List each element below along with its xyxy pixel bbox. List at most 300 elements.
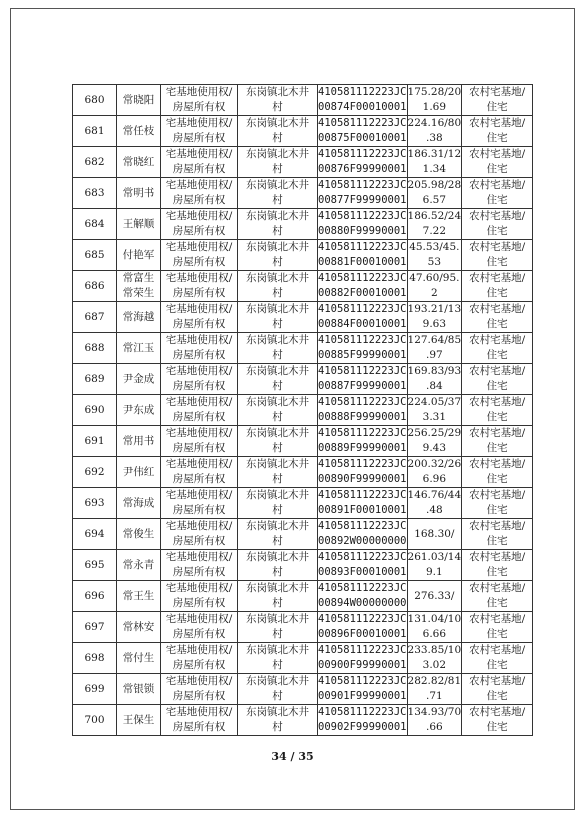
parcel-code-cell	[318, 302, 408, 333]
row-number-cell	[73, 178, 117, 209]
owner-name-cell	[117, 209, 161, 240]
parcel-code-line: 410581112223JC	[318, 520, 407, 532]
owner-name-line: 常银锁	[122, 682, 155, 695]
right-type-line: 房屋所有权	[172, 566, 226, 578]
location-line: 东岗镇北木井	[246, 551, 309, 563]
table-row	[73, 457, 533, 488]
right-type-cell	[161, 302, 238, 333]
land-use-line: 住宅	[486, 690, 508, 702]
parcel-code-line: 00889F99990001	[318, 442, 407, 454]
location-line: 村	[272, 442, 283, 454]
area-value-line: 186.52/24	[407, 210, 462, 222]
right-type-line: 宅基地使用权/	[165, 210, 233, 222]
land-use-line: 住宅	[486, 132, 508, 144]
area-value-line: 3.31	[422, 411, 447, 423]
row-number-line: 690	[84, 403, 105, 416]
parcel-code-line: 00885F99990001	[318, 349, 407, 361]
right-type-cell	[161, 643, 238, 674]
parcel-code-cell	[318, 612, 408, 643]
table-row	[73, 364, 533, 395]
land-use-line: 住宅	[486, 349, 508, 361]
row-number-line: 686	[84, 279, 105, 292]
area-value-cell	[407, 519, 462, 550]
right-type-line: 宅基地使用权/	[165, 644, 233, 656]
area-value-line: 9.63	[422, 318, 447, 330]
right-type-line: 宅基地使用权/	[165, 520, 233, 532]
area-value-line: 134.93/70	[407, 706, 462, 718]
right-type-cell	[161, 271, 238, 302]
records-table-body	[73, 85, 533, 736]
land-use-line: 住宅	[486, 628, 508, 640]
land-use-line: 住宅	[486, 194, 508, 206]
right-type-line: 宅基地使用权/	[165, 427, 233, 439]
right-type-line: 房屋所有权	[172, 504, 226, 516]
parcel-code-cell	[318, 240, 408, 271]
parcel-code-cell	[318, 581, 408, 612]
row-number-line: 698	[84, 651, 105, 664]
area-value-line: 224.05/37	[407, 396, 462, 408]
owner-name-line: 常任枝	[122, 124, 155, 137]
location-line: 村	[272, 473, 283, 485]
owner-name-line: 尹伟红	[122, 465, 155, 478]
location-line: 村	[272, 163, 283, 175]
location-line: 东岗镇北木井	[246, 396, 309, 408]
location-cell	[238, 612, 318, 643]
parcel-code-line: 410581112223JC	[318, 334, 407, 346]
table-row	[73, 116, 533, 147]
location-line: 东岗镇北木井	[246, 675, 309, 687]
row-number-line: 687	[84, 310, 105, 323]
parcel-code-line: 410581112223JC	[318, 241, 407, 253]
parcel-code-line: 410581112223JC	[318, 706, 407, 718]
location-line: 东岗镇北木井	[246, 644, 309, 656]
location-cell	[238, 457, 318, 488]
table-row	[73, 271, 533, 302]
parcel-code-line: 00896F00010001	[318, 628, 407, 640]
land-use-cell	[462, 85, 533, 116]
land-use-line: 住宅	[486, 659, 508, 671]
area-value-line: .48	[425, 504, 443, 516]
right-type-line: 房屋所有权	[172, 597, 226, 609]
location-line: 村	[272, 659, 283, 671]
location-line: 村	[272, 380, 283, 392]
area-value-line: 224.16/80	[407, 117, 462, 129]
location-cell	[238, 302, 318, 333]
owner-name-cell	[117, 550, 161, 581]
location-cell	[238, 519, 318, 550]
area-value-cell	[407, 643, 462, 674]
area-value-line: 47.60/95.	[409, 272, 460, 284]
location-line: 村	[272, 256, 283, 268]
land-use-line: 农村宅基地/	[469, 551, 526, 563]
owner-name-cell	[117, 705, 161, 736]
land-use-line: 住宅	[486, 566, 508, 578]
area-value-cell	[407, 674, 462, 705]
right-type-line: 房屋所有权	[172, 163, 226, 175]
parcel-code-line: 410581112223JC	[318, 303, 407, 315]
area-value-line: .38	[425, 132, 443, 144]
row-number-line: 697	[84, 620, 105, 633]
area-value-cell	[407, 333, 462, 364]
right-type-line: 房屋所有权	[172, 535, 226, 547]
row-number-line: 700	[84, 713, 105, 726]
location-line: 东岗镇北木井	[246, 334, 309, 346]
owner-name-cell	[117, 581, 161, 612]
right-type-line: 房屋所有权	[172, 380, 226, 392]
location-line: 村	[272, 194, 283, 206]
parcel-code-cell	[318, 395, 408, 426]
table-row	[73, 240, 533, 271]
parcel-code-line: 00880F99990001	[318, 225, 407, 237]
right-type-line: 宅基地使用权/	[165, 303, 233, 315]
right-type-line: 宅基地使用权/	[165, 489, 233, 501]
right-type-line: 宅基地使用权/	[165, 365, 233, 377]
table-row	[73, 426, 533, 457]
parcel-code-line: 00893F00010001	[318, 566, 407, 578]
location-line: 村	[272, 318, 283, 330]
right-type-cell	[161, 240, 238, 271]
right-type-line: 房屋所有权	[172, 628, 226, 640]
land-use-cell	[462, 550, 533, 581]
owner-name-line: 常俊生	[122, 527, 155, 540]
area-value-cell	[407, 116, 462, 147]
area-value-line: 45.53/45.	[409, 241, 460, 253]
location-line: 村	[272, 566, 283, 578]
row-number-line: 696	[84, 589, 105, 602]
area-value-cell	[407, 581, 462, 612]
row-number-cell	[73, 643, 117, 674]
location-line: 村	[272, 411, 283, 423]
land-use-cell	[462, 333, 533, 364]
location-line: 村	[272, 535, 283, 547]
area-value-cell	[407, 705, 462, 736]
area-value-cell	[407, 240, 462, 271]
parcel-code-line: 00890F99990001	[318, 473, 407, 485]
row-number-line: 695	[84, 558, 105, 571]
land-use-line: 住宅	[486, 597, 508, 609]
area-value-cell	[407, 209, 462, 240]
row-number-line: 689	[84, 372, 105, 385]
parcel-code-cell	[318, 643, 408, 674]
right-type-line: 房屋所有权	[172, 194, 226, 206]
location-line: 东岗镇北木井	[246, 148, 309, 160]
land-use-cell	[462, 116, 533, 147]
owner-name-cell	[117, 674, 161, 705]
land-use-cell	[462, 240, 533, 271]
land-use-line: 农村宅基地/	[469, 427, 526, 439]
parcel-code-line: 00884F00010001	[318, 318, 407, 330]
row-number-cell	[73, 209, 117, 240]
area-value-line: .71	[425, 690, 443, 702]
location-line: 东岗镇北木井	[246, 458, 309, 470]
row-number-cell	[73, 457, 117, 488]
area-value-line: 1.34	[422, 163, 447, 175]
right-type-cell	[161, 457, 238, 488]
parcel-code-line: 00892W00000000	[318, 535, 407, 547]
land-use-cell	[462, 395, 533, 426]
right-type-cell	[161, 147, 238, 178]
owner-name-cell	[117, 643, 161, 674]
land-use-line: 住宅	[486, 442, 508, 454]
owner-name-line: 常用书	[122, 434, 155, 447]
owner-name-cell	[117, 302, 161, 333]
owner-name-line: 常晓阳	[122, 93, 155, 106]
location-line: 村	[272, 597, 283, 609]
right-type-cell	[161, 116, 238, 147]
area-value-line: 146.76/44	[407, 489, 462, 501]
right-type-cell	[161, 333, 238, 364]
location-line: 村	[272, 287, 283, 299]
right-type-line: 宅基地使用权/	[165, 334, 233, 346]
row-number-cell	[73, 550, 117, 581]
land-use-line: 农村宅基地/	[469, 582, 526, 594]
owner-name-cell	[117, 116, 161, 147]
row-number-cell	[73, 240, 117, 271]
parcel-code-cell	[318, 116, 408, 147]
owner-name-cell	[117, 395, 161, 426]
row-number-line: 691	[84, 434, 105, 447]
owner-name-cell	[117, 333, 161, 364]
owner-name-cell	[117, 426, 161, 457]
land-use-line: 农村宅基地/	[469, 675, 526, 687]
land-use-cell	[462, 519, 533, 550]
parcel-code-line: 00881F00010001	[318, 256, 407, 268]
location-cell	[238, 550, 318, 581]
land-use-line: 住宅	[486, 380, 508, 392]
right-type-line: 宅基地使用权/	[165, 272, 233, 284]
area-value-line: 186.31/12	[407, 148, 462, 160]
parcel-code-cell	[318, 333, 408, 364]
parcel-code-line: 410581112223JC	[318, 582, 407, 594]
right-type-line: 宅基地使用权/	[165, 551, 233, 563]
location-line: 东岗镇北木井	[246, 272, 309, 284]
parcel-code-cell	[318, 426, 408, 457]
land-use-line: 农村宅基地/	[469, 489, 526, 501]
land-use-cell	[462, 302, 533, 333]
land-use-line: 住宅	[486, 318, 508, 330]
owner-name-cell	[117, 457, 161, 488]
right-type-line: 宅基地使用权/	[165, 675, 233, 687]
area-value-line: 3.02	[422, 659, 447, 671]
area-value-line: 256.25/29	[407, 427, 462, 439]
right-type-cell	[161, 519, 238, 550]
right-type-line: 房屋所有权	[172, 256, 226, 268]
owner-name-line: 常海成	[122, 496, 155, 509]
land-use-line: 农村宅基地/	[469, 520, 526, 532]
owner-name-line: 常明书	[122, 186, 155, 199]
land-use-line: 农村宅基地/	[469, 86, 526, 98]
row-number-line: 693	[84, 496, 105, 509]
parcel-code-cell	[318, 147, 408, 178]
location-cell	[238, 581, 318, 612]
location-cell	[238, 116, 318, 147]
page-number: 34 / 35	[271, 750, 314, 763]
right-type-cell	[161, 178, 238, 209]
location-cell	[238, 240, 318, 271]
owner-name-cell	[117, 85, 161, 116]
row-number-cell	[73, 612, 117, 643]
right-type-line: 宅基地使用权/	[165, 179, 233, 191]
land-use-line: 住宅	[486, 101, 508, 113]
land-use-line: 住宅	[486, 225, 508, 237]
area-value-line: 7.22	[422, 225, 447, 237]
location-line: 东岗镇北木井	[246, 365, 309, 377]
land-use-cell	[462, 488, 533, 519]
area-value-line: 9.1	[425, 566, 443, 578]
land-use-cell	[462, 581, 533, 612]
location-line: 村	[272, 690, 283, 702]
row-number-cell	[73, 271, 117, 302]
location-cell	[238, 488, 318, 519]
area-value-line: 127.64/85	[407, 334, 462, 346]
right-type-line: 房屋所有权	[172, 101, 226, 113]
land-use-line: 住宅	[486, 535, 508, 547]
area-value-cell	[407, 364, 462, 395]
location-line: 东岗镇北木井	[246, 582, 309, 594]
parcel-code-line: 410581112223JC	[318, 551, 407, 563]
parcel-code-cell	[318, 178, 408, 209]
location-cell	[238, 271, 318, 302]
parcel-code-line: 00876F99990001	[318, 163, 407, 175]
right-type-cell	[161, 488, 238, 519]
land-use-cell	[462, 674, 533, 705]
area-value-cell	[407, 457, 462, 488]
parcel-code-cell	[318, 209, 408, 240]
parcel-code-line: 00891F00010001	[318, 504, 407, 516]
row-number-line: 692	[84, 465, 105, 478]
owner-name-cell	[117, 612, 161, 643]
area-value-cell	[407, 426, 462, 457]
location-line: 东岗镇北木井	[246, 210, 309, 222]
location-line: 村	[272, 225, 283, 237]
location-line: 村	[272, 721, 283, 733]
row-number-cell	[73, 85, 117, 116]
area-value-line: 6.57	[422, 194, 447, 206]
area-value-cell	[407, 550, 462, 581]
area-value-cell	[407, 85, 462, 116]
land-use-cell	[462, 643, 533, 674]
right-type-line: 房屋所有权	[172, 287, 226, 299]
right-type-line: 宅基地使用权/	[165, 582, 233, 594]
table-row	[73, 488, 533, 519]
owner-name-line: 常林安	[122, 620, 155, 633]
row-number-cell	[73, 116, 117, 147]
land-use-line: 农村宅基地/	[469, 241, 526, 253]
right-type-line: 宅基地使用权/	[165, 458, 233, 470]
row-number-cell	[73, 147, 117, 178]
row-number-line: 685	[84, 248, 105, 261]
parcel-code-line: 410581112223JC	[318, 396, 407, 408]
area-value-line: .66	[425, 721, 443, 733]
location-line: 村	[272, 132, 283, 144]
area-value-line: 6.96	[422, 473, 447, 485]
area-value-line: 131.04/10	[407, 613, 462, 625]
location-line: 东岗镇北木井	[246, 241, 309, 253]
table-row	[73, 209, 533, 240]
parcel-code-cell	[318, 271, 408, 302]
table-row	[73, 581, 533, 612]
land-use-line: 住宅	[486, 473, 508, 485]
parcel-code-line: 410581112223JC	[318, 613, 407, 625]
right-type-line: 房屋所有权	[172, 473, 226, 485]
location-cell	[238, 209, 318, 240]
area-value-cell	[407, 147, 462, 178]
land-use-cell	[462, 612, 533, 643]
table-row	[73, 674, 533, 705]
location-cell	[238, 395, 318, 426]
parcel-code-line: 410581112223JC	[318, 179, 407, 191]
location-line: 东岗镇北木井	[246, 303, 309, 315]
parcel-code-line: 410581112223JC	[318, 427, 407, 439]
table-row	[73, 178, 533, 209]
right-type-line: 宅基地使用权/	[165, 241, 233, 253]
land-use-line: 住宅	[486, 163, 508, 175]
location-line: 村	[272, 504, 283, 516]
owner-name-line: 常晓红	[122, 155, 155, 168]
parcel-code-line: 00900F99990001	[318, 659, 407, 671]
right-type-cell	[161, 674, 238, 705]
parcel-code-line: 410581112223JC	[318, 86, 407, 98]
row-number-line: 699	[84, 682, 105, 695]
parcel-code-line: 00888F99990001	[318, 411, 407, 423]
row-number-cell	[73, 705, 117, 736]
right-type-line: 房屋所有权	[172, 225, 226, 237]
parcel-code-line: 410581112223JC	[318, 117, 407, 129]
location-line: 东岗镇北木井	[246, 706, 309, 718]
area-value-line: 233.85/10	[407, 644, 462, 656]
parcel-code-line: 410581112223JC	[318, 489, 407, 501]
parcel-code-line: 410581112223JC	[318, 210, 407, 222]
right-type-line: 房屋所有权	[172, 721, 226, 733]
right-type-cell	[161, 85, 238, 116]
row-number-cell	[73, 519, 117, 550]
owner-name-line: 王保生	[122, 713, 155, 726]
row-number-cell	[73, 302, 117, 333]
land-use-cell	[462, 457, 533, 488]
land-use-line: 农村宅基地/	[469, 148, 526, 160]
land-use-cell	[462, 364, 533, 395]
area-value-line: 168.30/	[414, 527, 455, 540]
land-use-line: 农村宅基地/	[469, 396, 526, 408]
row-number-cell	[73, 581, 117, 612]
right-type-cell	[161, 581, 238, 612]
area-value-line: 276.33/	[414, 589, 455, 602]
row-number-line: 681	[84, 124, 105, 137]
parcel-code-line: 00882F00010001	[318, 287, 407, 299]
table-row	[73, 333, 533, 364]
parcel-code-cell	[318, 457, 408, 488]
location-line: 东岗镇北木井	[246, 520, 309, 532]
table-row	[73, 612, 533, 643]
location-cell	[238, 674, 318, 705]
parcel-code-line: 410581112223JC	[318, 365, 407, 377]
area-value-cell	[407, 612, 462, 643]
location-line: 村	[272, 349, 283, 361]
location-line: 东岗镇北木井	[246, 179, 309, 191]
area-value-line: 261.03/14	[407, 551, 462, 563]
parcel-code-cell	[318, 364, 408, 395]
location-cell	[238, 426, 318, 457]
land-use-line: 农村宅基地/	[469, 117, 526, 129]
land-use-line: 住宅	[486, 411, 508, 423]
row-number-line: 684	[84, 217, 105, 230]
right-type-cell	[161, 364, 238, 395]
parcel-code-line: 410581112223JC	[318, 675, 407, 687]
table-row	[73, 85, 533, 116]
parcel-code-line: 00877F99990001	[318, 194, 407, 206]
area-value-line: 1.69	[422, 101, 447, 113]
land-use-line: 农村宅基地/	[469, 706, 526, 718]
